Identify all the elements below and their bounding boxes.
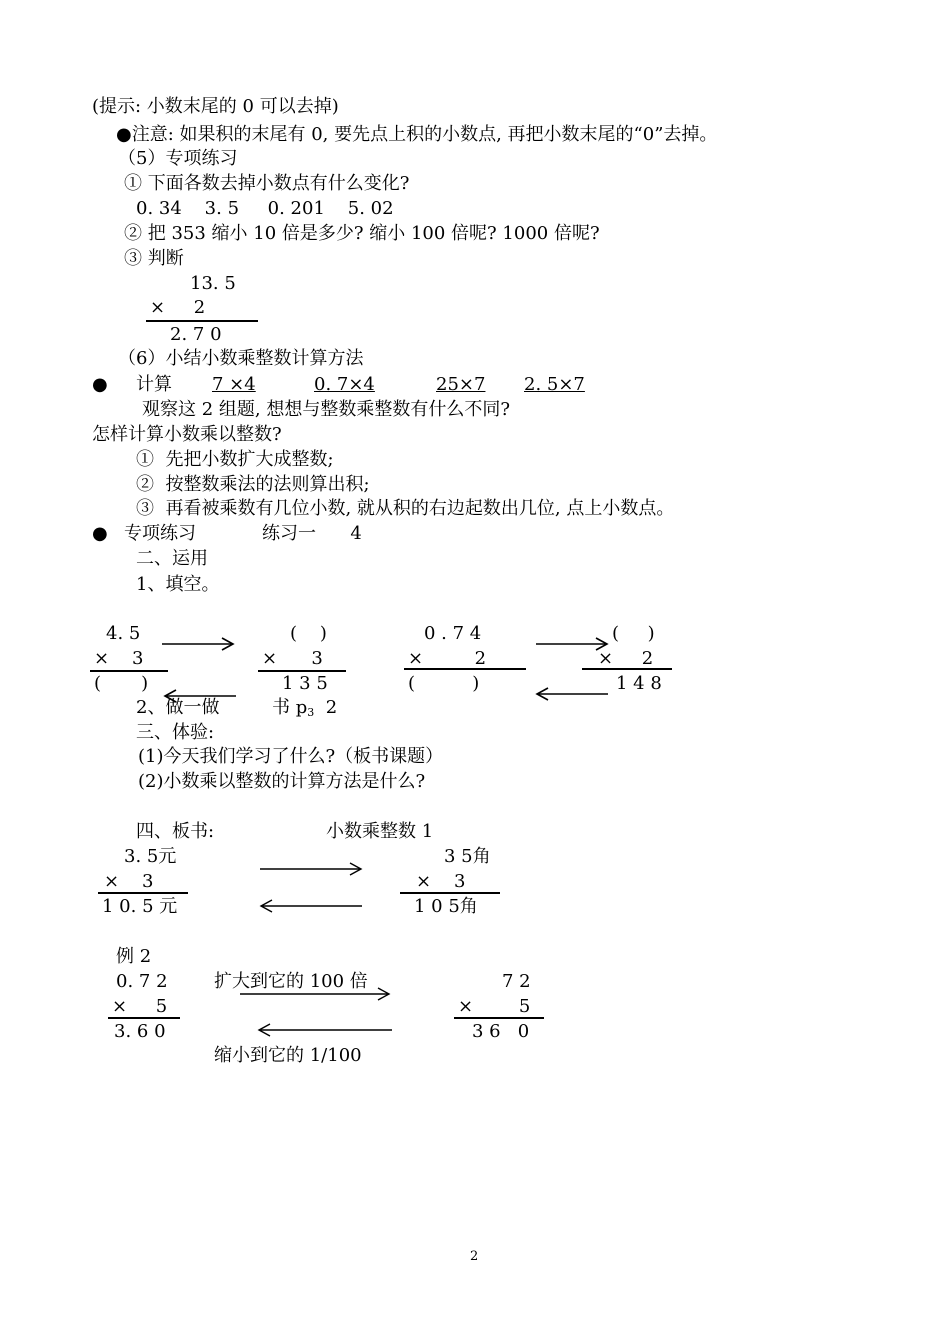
example1-line [108,1017,180,1019]
bullet: ● [92,374,108,395]
section-5-heading: （5）专项练习 [118,148,238,169]
right-arrow-icon [258,861,364,877]
board2-multiplier: × 3 [416,871,466,892]
section-6-heading: （6）小结小数乘整数计算方法 [118,348,364,369]
fill3-top: 0 . 7 4 [424,623,482,644]
question-2: ② 把 353 缩小 10 倍是多少? 缩小 100 倍呢? 1000 倍呢? [124,223,600,244]
fill3-result: ( ) [408,673,480,694]
step-2: ② 按整数乘法的法则算出积; [136,474,370,495]
judge-line [146,320,258,322]
board2-result: 1 0 5角 [414,896,478,917]
fill4-result: 1 4 8 [616,673,662,694]
book-reference: 书 $p_3$ 2 [272,697,338,719]
board-title: 小数乘整数 1 [326,821,434,842]
practice-exercise: 练习一 4 [262,523,362,544]
step-1: ① 先把小数扩大成整数; [136,449,334,470]
experience-1: (1)今天我们学习了什么?（板书课题） [138,746,444,767]
hint-text: (提示: 小数末尾的 0 可以去掉) [92,96,339,117]
fill2-multiplier: × 3 [262,648,323,669]
shrink-label: 缩小到它的 1/100 [214,1045,362,1066]
right-arrow-icon [534,636,610,652]
example2-line [454,1017,544,1019]
fill3-multiplier: × 2 [408,648,487,669]
example1-top: 0. 7 2 [116,971,168,992]
experience-2: (2)小数乘以整数的计算方法是什么? [138,771,426,792]
fill4-multiplier: × 2 [598,648,654,669]
calc-label: 计算 [136,374,172,395]
left-arrow-icon [258,898,364,914]
fill-in-heading: 1、填空。 [136,574,220,595]
calc-a: 7 ×4 [212,374,256,395]
example1-multiplier: × 5 [112,996,168,1017]
example2-top: 7 2 [502,971,531,992]
board1-top: 3. 5元 [124,846,177,867]
judge-multiplier: × 2 [150,297,206,318]
board1-result: 1 0. 5 元 [102,896,178,917]
fill1-line [90,670,168,672]
board1-line [98,892,188,894]
bullet: ● [92,523,108,544]
example1-result: 3. 6 0 [114,1021,166,1042]
do-one-heading: 2、做一做 [136,697,220,718]
calc-b: 0. 7×4 [314,374,375,395]
fill2-result: 1 3 5 [282,673,328,694]
left-arrow-icon [534,686,610,702]
how-text: 怎样计算小数乘以整数? [92,424,282,445]
note-text: ●注意: 如果积的末尾有 0, 要先点上积的小数点, 再把小数末尾的“0”去掉。 [116,124,718,145]
question-1-numbers: 0. 34 3. 5 0. 201 5. 02 [136,198,394,219]
example2-result: 3 6 0 [472,1021,530,1042]
calc-d: 2. 5×7 [524,374,585,395]
question-3: ③ 判断 [124,248,184,269]
left-arrow-icon [256,1022,394,1038]
page-number: 2 [470,1249,479,1264]
fill1-result: ( ) [94,673,149,694]
observe-text: 观察这 2 组题, 想想与整数乘整数有什么不同? [142,399,510,420]
fill1-multiplier: × 3 [94,648,144,669]
fill2-top: ( ) [290,623,327,644]
fill4-top: ( ) [612,623,655,644]
step-3: ③ 再看被乘数有几位小数, 就从积的右边起数出几位, 点上小数点。 [136,498,675,519]
fill3-line [404,668,526,670]
board2-top: 3 5角 [444,846,491,867]
judge-top: 13. 5 [190,273,236,294]
section-4-heading: 四、板书: [136,821,215,842]
judge-result: 2. 7 0 [170,324,222,345]
fill1-top: 4. 5 [106,623,141,644]
fill2-line [258,670,346,672]
section-3-heading: 三、体验: [136,722,215,743]
section-2-heading: 二、运用 [136,548,208,569]
example-2-label: 例 2 [116,946,152,967]
practice-label: 专项练习 [124,523,196,544]
board2-line [400,892,500,894]
calc-c: 25×7 [436,374,486,395]
question-1: ① 下面各数去掉小数点有什么变化? [124,173,410,194]
expand-label: 扩大到它的 100 倍 [214,971,368,992]
example2-multiplier: × 5 [458,996,531,1017]
right-arrow-icon [160,636,236,652]
right-arrow-icon [238,986,392,1002]
fill4-line [582,668,672,670]
board1-multiplier: × 3 [104,871,154,892]
